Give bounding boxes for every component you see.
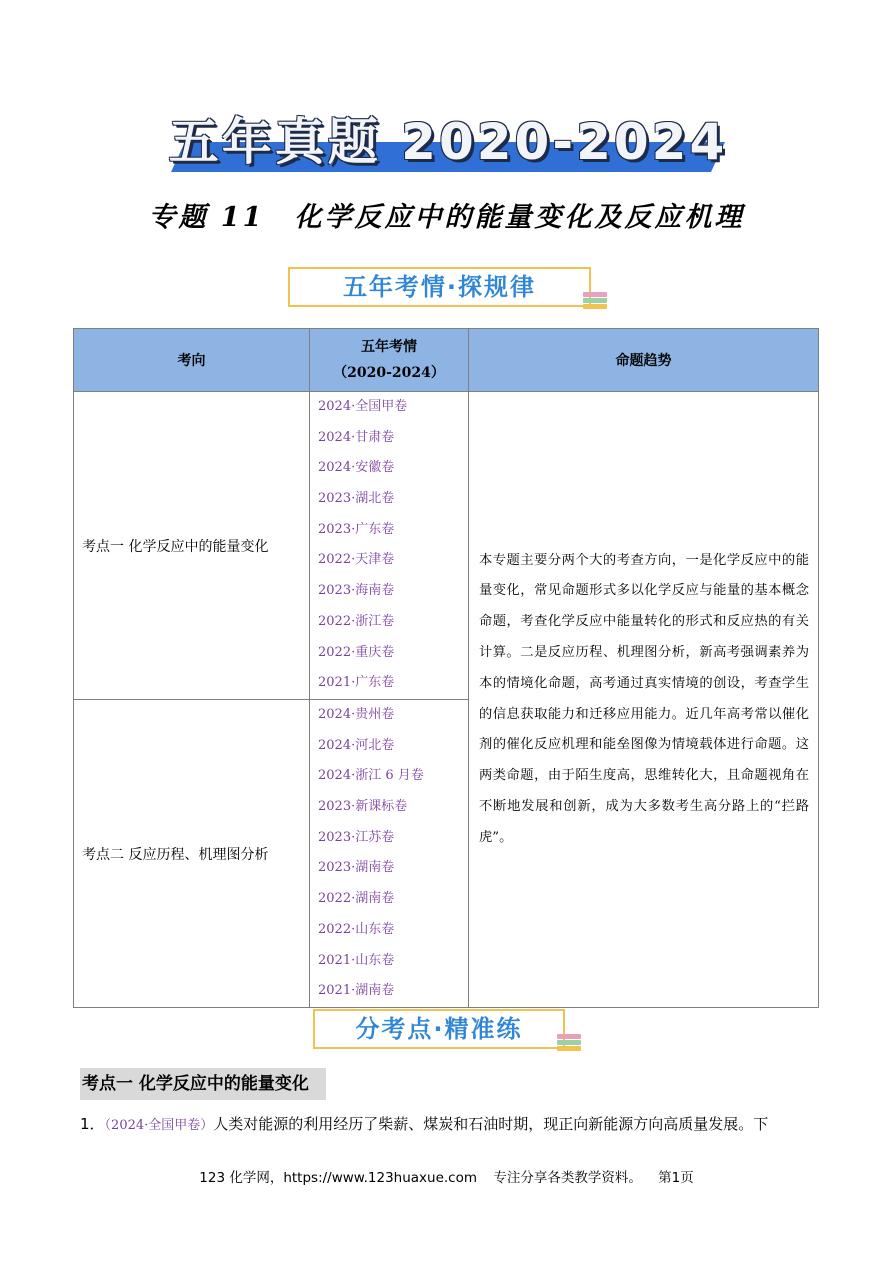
source-item: 2024·浙江 6 月卷 [318,768,424,784]
header-years-title: 五年考情 [361,339,417,355]
books-icon [557,1034,581,1052]
source-item: 2021·山东卷 [318,952,395,968]
source-item: 2022·湖南卷 [318,891,395,907]
kp2-sources [310,700,469,1008]
header-years-range: （2020-2024） [333,365,445,381]
header-direction: 考向 [74,329,310,392]
source-item: 2021·广东卷 [318,675,395,691]
exam-analysis-table [73,328,819,1008]
source-item: 2024·甘肃卷 [318,429,395,445]
question-source: （2024·全国甲卷） [104,1118,214,1133]
source-item: 2024·贵州卷 [318,707,395,722]
books-icon [583,292,607,310]
page-footer [0,1166,893,1190]
table-header-row [74,329,819,392]
source-item: 2022·天津卷 [318,552,395,568]
question-number: 1． [80,1115,105,1133]
source-item: 2024·全国甲卷 [318,399,408,414]
footer-page-number: 第1页 [658,1170,694,1186]
header-years [310,329,469,392]
source-item: 2022·重庆卷 [318,644,395,660]
table-row [74,392,819,700]
source-item: 2022·浙江卷 [318,613,395,629]
question-1 [80,1110,820,1140]
source-item: 2024·安徽卷 [318,460,395,476]
kp1-name: 考点一 化学反应中的能量变化 [74,392,310,700]
knowledge-point-heading: 考点一 化学反应中的能量变化 [80,1068,326,1100]
source-item: 2022·山东卷 [318,921,395,937]
source-item: 2023·湖南卷 [318,860,395,876]
footer-site: 123 化学网，https://www.123huaxue.com [199,1170,478,1186]
source-item: 2023·江苏卷 [318,829,395,845]
source-item: 2023·湖北卷 [318,491,395,507]
trend-description: 本专题主要分两个大的考查方向，一是化学反应中的能量变化，常见命题形式多以化学反应与能量的基本概念命题，考查化学反应中能量转化的形式和反应热的有关计算。二是反应历程、机理图分析，新高考强调素养为本的情境化命题，高考通过真实情境的创设，考查学生的信息获取能力和迁移应用能力。近几年高考常以催化剂的催化反应机理和能垒图像为情境载体进行命题。这两类命题，由于陌生度高，思维转化大，且命题视角在不断地发展和创新，成为大多数考生高分路上的“拦路虎”。 [469,392,819,1008]
kp2-name: 考点二 反应历程、机理图分析 [74,700,310,1008]
section-banner-label: 分考点·精准练 [355,1015,523,1043]
source-item: 2023·广东卷 [318,521,395,537]
banner-title: 五年真题 2020-2024 [168,113,728,171]
question-text: 人类对能源的利用经历了柴薪、煤炭和石油时期，现正向新能源方向高质量发展。下 [213,1115,769,1133]
header-trend: 命题趋势 [469,329,819,392]
subject-title: 专题 11 化学反应中的能量变化及反应机理 [148,202,745,233]
section-banner-label: 五年考情·探规律 [342,273,537,301]
section-banner-patterns [288,267,591,307]
source-item: 2023·海南卷 [318,583,395,599]
kp1-sources [310,392,469,700]
source-item: 2021·湖南卷 [318,983,395,999]
footer-slogan: 专注分享各类教学资料。 [493,1170,642,1186]
title-banner [168,112,728,178]
section-banner-practice [313,1009,565,1049]
source-item: 2024·河北卷 [318,737,395,753]
source-item: 2023·新课标卷 [318,799,408,815]
